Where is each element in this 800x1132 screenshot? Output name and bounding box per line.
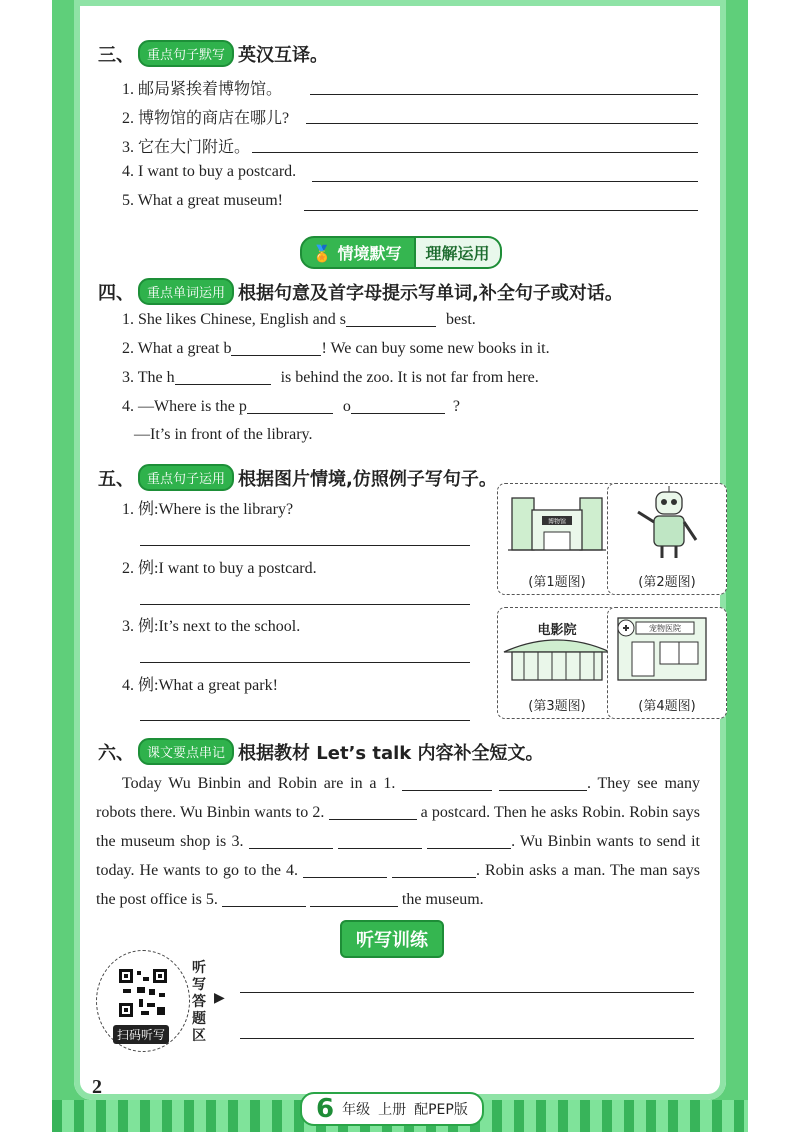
section-title: 根据教材 Let’s talk 内容补全短文。: [238, 742, 544, 764]
dictation-line[interactable]: [240, 992, 694, 993]
answer-line[interactable]: [306, 123, 698, 124]
picture-caption: (第1题图): [528, 575, 586, 590]
banner-right: 理解运用: [416, 236, 502, 269]
blank[interactable]: [402, 774, 492, 791]
blank[interactable]: [175, 368, 271, 385]
svg-text:宠物医院: 宠物医院: [649, 624, 681, 633]
svg-text:博物馆: 博物馆: [547, 518, 567, 526]
medal-icon: 🏅: [312, 244, 332, 263]
translate-item-2: 2. 博物馆的商店在哪儿?: [122, 110, 290, 127]
section-tag: 重点句子运用: [138, 464, 234, 491]
answer-line[interactable]: [140, 545, 470, 546]
qr-code-icon[interactable]: [117, 967, 169, 1019]
blank[interactable]: [499, 774, 587, 791]
dictation-line[interactable]: [240, 1038, 694, 1039]
qr-frame: [96, 950, 190, 1052]
picture-1: [497, 483, 617, 595]
section-number: 四、: [98, 282, 134, 304]
answer-line[interactable]: [252, 152, 698, 153]
term-label: 上册: [378, 1102, 407, 1118]
section-6-header: [98, 738, 544, 765]
robot-icon: [608, 484, 726, 564]
blank[interactable]: [249, 832, 333, 849]
dictation-title: 听写训练: [340, 920, 444, 958]
answer-line[interactable]: [140, 720, 470, 721]
arrow-icon: ▶: [214, 991, 225, 1006]
example-item-2: 2. 例:I want to buy a postcard.: [122, 560, 317, 577]
section-number: 六、: [98, 742, 134, 764]
word-item-4: 4. —Where is the p o ?: [122, 398, 460, 415]
blank[interactable]: [329, 803, 417, 820]
word-item-2: 2. What a great b ! We can buy some new books in it.: [122, 340, 550, 357]
picture-2: [607, 483, 727, 595]
blank[interactable]: [392, 861, 476, 878]
scan-label: 扫码听写: [113, 1025, 169, 1044]
blank[interactable]: [303, 861, 387, 878]
section-title: 根据图片情境,仿照例子写句子。: [238, 468, 497, 490]
answer-line[interactable]: [310, 94, 698, 95]
translate-item-1: 1. 邮局紧挨着博物馆。: [122, 81, 283, 98]
blank[interactable]: [338, 832, 422, 849]
picture-caption: (第3题图): [528, 699, 586, 714]
answer-area-label: 听写答题区: [192, 960, 206, 1044]
svg-text:电影院: 电影院: [537, 623, 577, 638]
example-item-3: 3. 例:It’s next to the school.: [122, 618, 301, 635]
edition-label: 配PEP版: [414, 1102, 468, 1118]
section-3-header: [98, 40, 328, 67]
answer-line[interactable]: [140, 604, 470, 605]
section-title: 根据句意及首字母提示写单词,补全句子或对话。: [238, 282, 623, 304]
translate-item-5: 5. What a great museum!: [122, 192, 283, 209]
picture-3: [497, 607, 617, 719]
section-tag: 课文要点串记: [138, 738, 234, 765]
museum-icon: [498, 484, 616, 564]
blank[interactable]: [310, 890, 398, 907]
translate-item-4: 4. I want to buy a postcard.: [122, 163, 297, 180]
pet-hospital-icon: [608, 608, 726, 688]
section-tag: 重点单词运用: [138, 278, 234, 305]
answer-line[interactable]: [140, 662, 470, 663]
section-banner: [300, 236, 502, 269]
section-5-header: [98, 464, 497, 491]
example-item-4: 4. 例:What a great park!: [122, 677, 278, 694]
picture-4: [607, 607, 727, 719]
blank[interactable]: [351, 397, 445, 414]
answer-line[interactable]: [304, 210, 698, 211]
blank[interactable]: [346, 310, 436, 327]
section-number: 三、: [98, 44, 134, 66]
blank[interactable]: [247, 397, 333, 414]
banner-left: 🏅 情境默写: [300, 236, 416, 269]
blank[interactable]: [231, 339, 321, 356]
grade-label: 年级: [342, 1102, 371, 1118]
page-number: 2: [92, 1076, 102, 1098]
answer-line[interactable]: [312, 181, 698, 182]
section-4-header: [98, 278, 623, 305]
example-item-1: 1. 例:Where is the library?: [122, 501, 294, 518]
word-item-4-reply: —It’s in front of the library.: [134, 426, 313, 443]
footer-badge: [300, 1092, 484, 1126]
section-number: 五、: [98, 468, 134, 490]
blank[interactable]: [427, 832, 511, 849]
translate-item-3: 3. 它在大门附近。: [122, 139, 251, 156]
section-tag: 重点句子默写: [138, 40, 234, 67]
section-title: 英汉互译。: [238, 44, 329, 66]
picture-caption: (第2题图): [638, 575, 696, 590]
word-item-1: 1. She likes Chinese, English and s best.: [122, 311, 476, 328]
cinema-icon: [498, 608, 616, 688]
grade-number: 6: [316, 1094, 335, 1124]
word-item-3: 3. The h is behind the zoo. It is not far from here.: [122, 369, 539, 386]
passage: Today Wu Binbin and Robin are in a 1. . They see many robots there. Wu Binbin wants to 2. a postcard. Then he asks Robin. Robin says the museum shop is 3. . Wu Binbin wants to send it today. He wants to go to the 4. . Robin asks a man. The man says the post office is 5. the museum.: [96, 775, 701, 908]
blank[interactable]: [222, 890, 306, 907]
picture-caption: (第4题图): [638, 699, 696, 714]
